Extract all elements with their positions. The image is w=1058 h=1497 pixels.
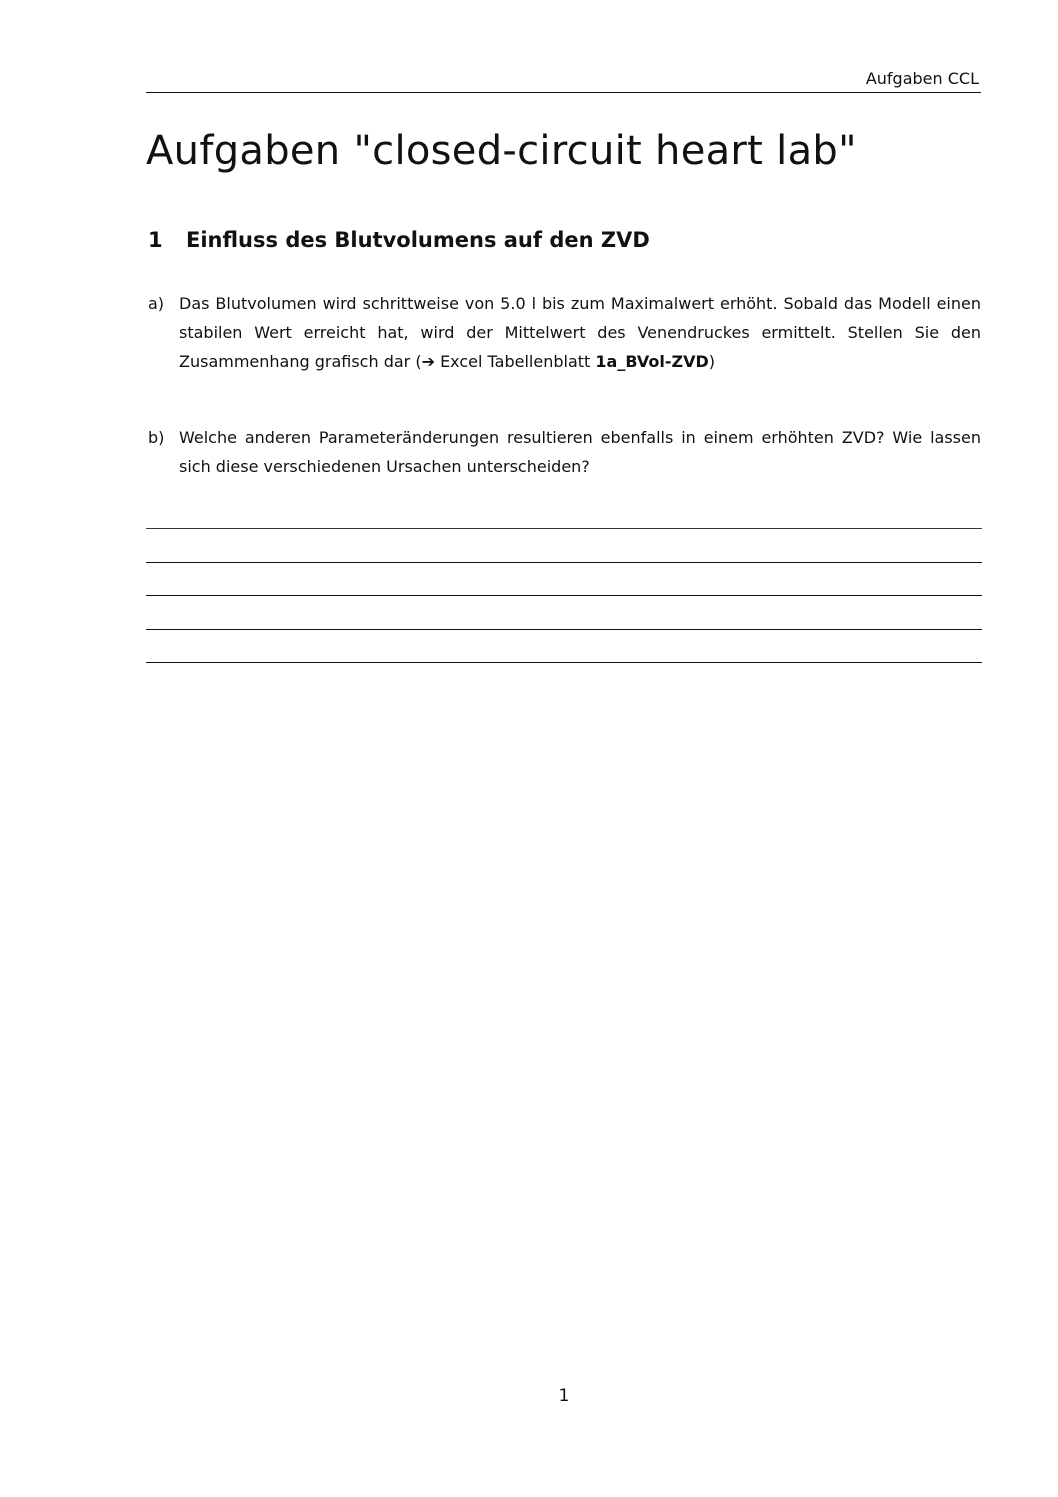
- task-a-ref-prefix: Excel Tabellenblatt: [434, 352, 596, 371]
- task-a-label: a): [148, 294, 165, 313]
- task-b: [146, 423, 981, 481]
- answer-line: [146, 528, 982, 529]
- running-header: [146, 68, 981, 93]
- running-header-title: Aufgaben CCL: [865, 69, 979, 88]
- task-a-sheet-name: 1a_BVol-ZVD: [595, 352, 709, 371]
- arrow-right-icon: ➔: [421, 352, 435, 371]
- answer-line: [146, 629, 982, 630]
- page-number: 1: [558, 1386, 570, 1406]
- task-b-text: Welche anderen Parameteränderungen resultieren ebenfalls in einem erhöhten ZVD? Wie lassen sich diese verschiedenen Ursachen unterscheiden?: [179, 428, 981, 476]
- task-a-closing: ): [708, 352, 716, 371]
- answer-line: [146, 562, 982, 563]
- answer-line: [146, 662, 982, 663]
- document-title: Aufgaben "closed-circuit heart lab": [146, 128, 857, 174]
- section-heading: [148, 226, 650, 254]
- task-a-body: Das Blutvolumen wird schrittweise von 5.0 l bis zum Maximalwert erhöht. Sobald das Modell einen stabilen Wert erreicht hat, wird der Mittelwert des Venendruckes ermittelt. Stellen Sie den Zusammenhang grafisch dar (: [179, 294, 981, 371]
- task-a: [146, 289, 981, 376]
- answer-line: [146, 595, 982, 596]
- task-a-text: [179, 289, 981, 376]
- section-number: 1: [148, 228, 163, 252]
- task-b-label: b): [148, 428, 165, 447]
- section-title: Einfluss des Blutvolumens auf den ZVD: [186, 228, 650, 252]
